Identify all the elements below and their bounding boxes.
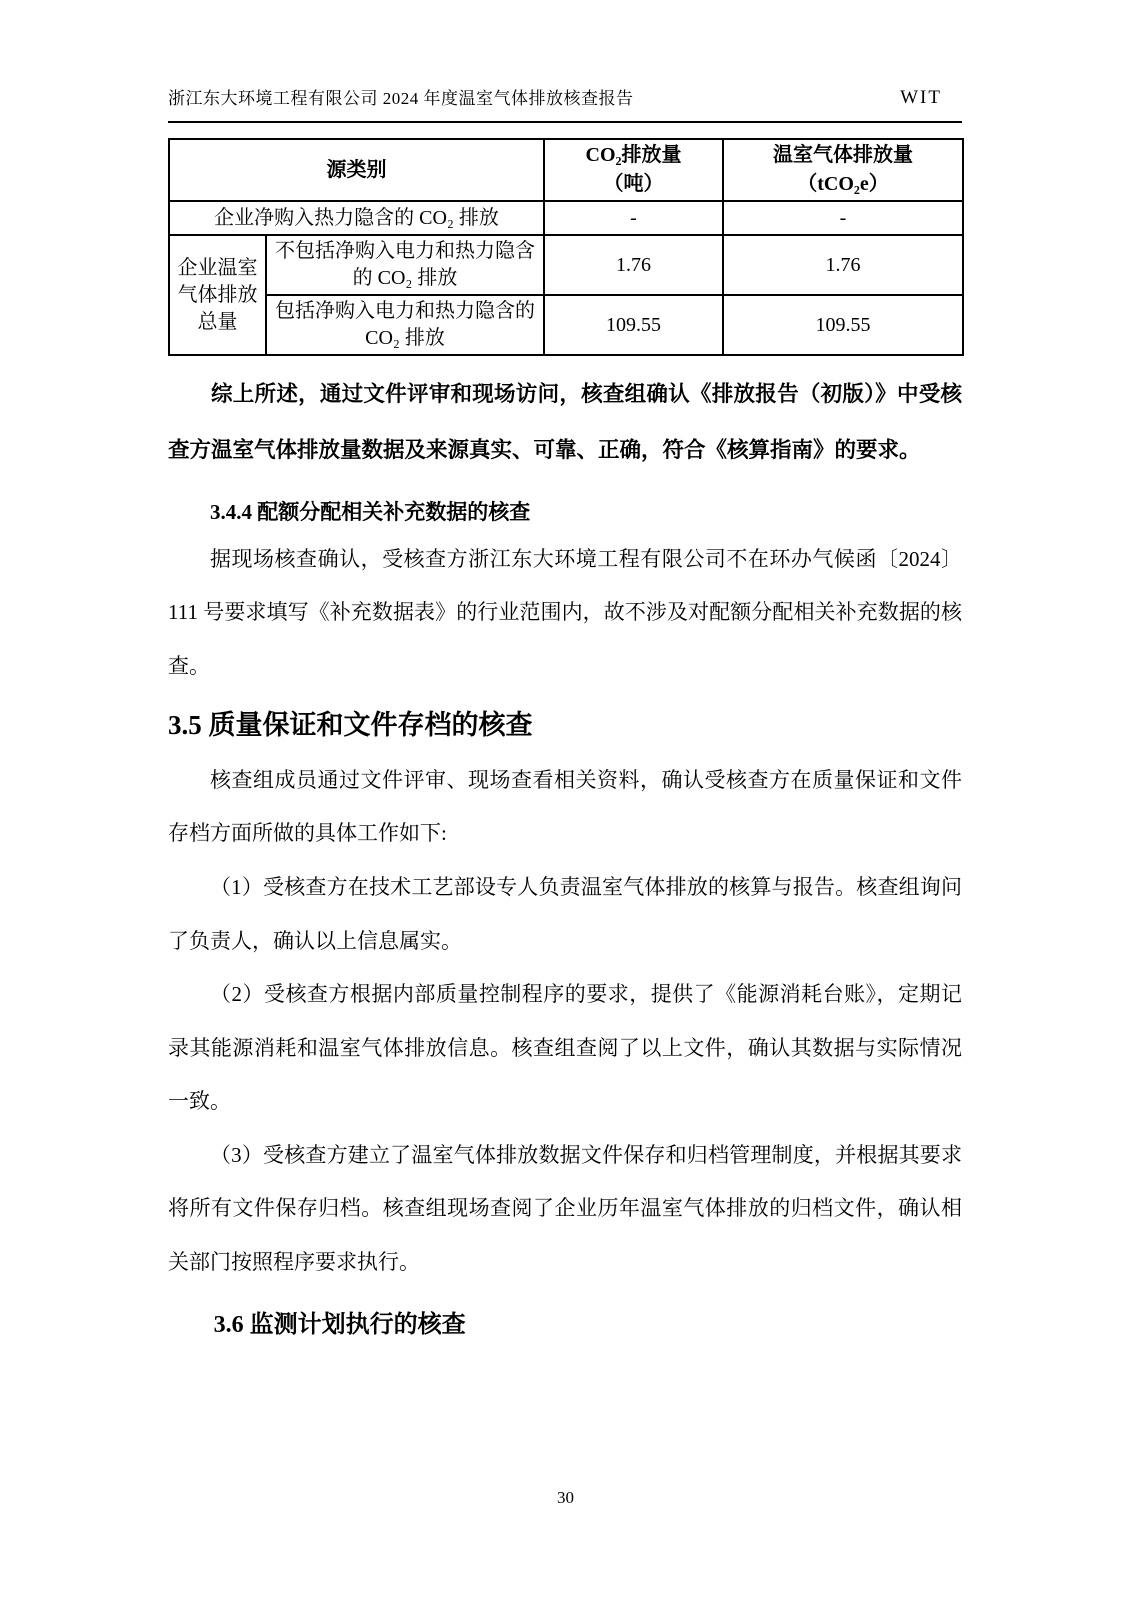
row-excl-ghg-value: 1.76: [723, 235, 963, 295]
table-row: [169, 201, 963, 235]
paragraph-3-5-item-2: （2）受核查方根据内部质量控制程序的要求，提供了《能源消耗台账》，定期记录其能源消耗和温室气体排放信息。核查组查阅了以上文件，确认其数据与实际情况一致。: [168, 982, 962, 1114]
header-title: 浙江东大环境工程有限公司 2024 年度温室气体排放核查报告: [168, 89, 634, 108]
column-header-co2-line1: CO₂排放量: [585, 144, 682, 166]
row-heat-co2-value: -: [544, 201, 723, 235]
paragraph-3-5-item-1: （1）受核查方在技术工艺部设专人负责温室气体排放的核算与报告。核查组询问了负责人，确认以上信息属实。: [168, 874, 962, 953]
column-header-co2-unit: （吨）: [603, 173, 664, 195]
page-content: [168, 0, 962, 1353]
table-row: [169, 235, 963, 295]
paragraph-3-4-4: 据现场核查确认，受核查方浙江东大环境工程有限公司不在环办气候函〔2024〕111 号要求填写《补充数据表》的行业范围内，故不涉及对配额分配相关补充数据的核查。: [168, 546, 962, 678]
row-incl-ghg-value: 109.55: [723, 295, 963, 355]
row-excl-co2-value: 1.76: [544, 235, 723, 295]
column-header-source: 源类别: [169, 139, 544, 201]
table-row: [169, 295, 963, 355]
column-header-ghg-line1: 温室气体排放量: [773, 144, 913, 166]
paragraph-3-5-item-3: （3）受核查方建立了温室气体排放数据文件保存和归档管理制度，并根据其要求将所有文件保存归档。核查组现场查阅了企业历年温室气体排放的归档文件，确认相关部门按照程序要求执行。: [168, 1142, 962, 1274]
heading-3-5: 3.5 质量保证和文件存档的核查: [168, 710, 533, 741]
page-number: 30: [557, 1488, 574, 1507]
heading-3-6: 3.6 监测计划执行的核查: [213, 1312, 466, 1339]
heading-3-4-4: 3.4.4 配额分配相关补充数据的核查: [210, 499, 531, 524]
row-excl-label: 不包括净购入电力和热力隐含的 CO₂ 排放: [266, 235, 544, 295]
table-header-row: [169, 139, 963, 201]
row-heat-ghg-value: -: [723, 201, 963, 235]
column-header-ghg-unit: （tCO₂e）: [797, 173, 889, 195]
row-incl-label: 包括净购入电力和热力隐含的 CO₂ 排放: [266, 295, 544, 355]
column-header-co2: [544, 139, 723, 201]
emission-summary-table: [168, 138, 964, 356]
column-header-ghg: [723, 139, 963, 201]
row-heat-label: 企业净购入热力隐含的 CO₂ 排放: [169, 201, 544, 235]
paragraph-3-5-intro: 核查组成员通过文件评审、现场查看相关资料，确认受核查方在质量保证和文件存档方面所做的具体工作如下:: [168, 767, 962, 846]
row-incl-co2-value: 109.55: [544, 295, 723, 355]
header-logo-text: WIT: [900, 87, 942, 108]
running-header: [168, 0, 962, 123]
summary-paragraph: 综上所述，通过文件评审和现场访问，核查组确认《排放报告（初版）》中受核查方温室气体排放量数据及来源真实、可靠、正确，符合《核算指南》的要求。: [168, 382, 962, 463]
row-group-label: 企业温室气体排放总量: [169, 235, 266, 355]
